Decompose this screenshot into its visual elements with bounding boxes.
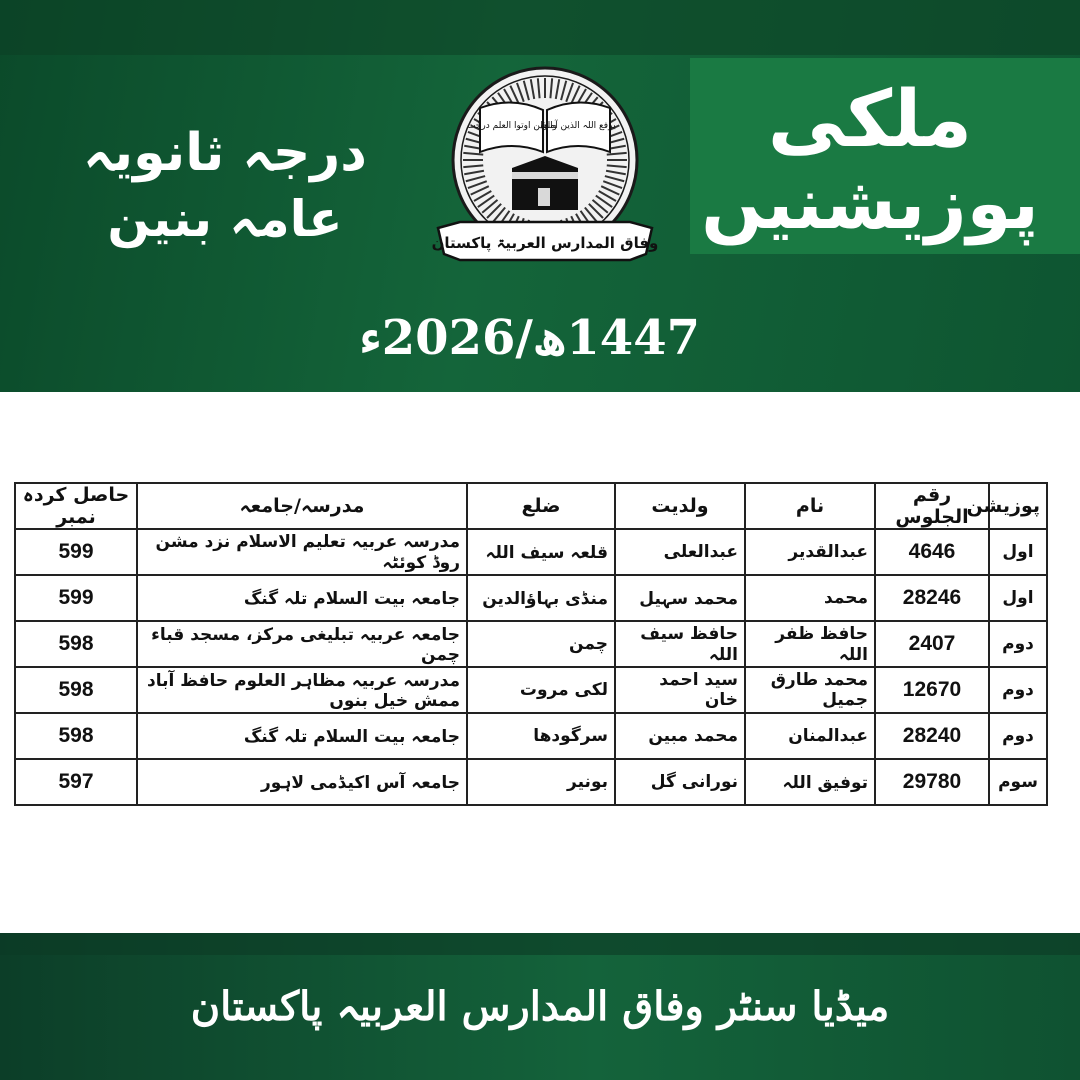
cell-father-name: محمد مبین [615,713,745,759]
header-marks: حاصل کردہ نمبر [15,483,137,529]
cell-father-name: سید احمد خان [615,667,745,713]
table-row [15,529,1047,575]
cell-district: قلعہ سیف اللہ [467,529,615,575]
header-madrasa: مدرسہ/جامعہ [137,483,467,529]
main-title-line2: پوزیشنیں [701,161,1039,245]
results-table-container [14,482,1046,806]
cell-roll-number: 2407 [875,621,989,667]
table-header-row [15,483,1047,529]
header-position: پوزیشن [989,483,1047,529]
footer-media-center-label: میڈیا سنٹر وفاق المدارس العربیہ پاکستان [190,983,890,1030]
cell-name: محمد [745,575,875,621]
cell-madrasa: جامعہ بیت السلام تلہ گنگ [137,575,467,621]
footer-banner [0,933,1080,1080]
table-row [15,621,1047,667]
level-title-line2: عامہ بنین [107,190,343,248]
cell-district: منڈی بہاؤالدین [467,575,615,621]
cell-district: سرگودھا [467,713,615,759]
cell-name: حافظ ظفر اللہ [745,621,875,667]
table-row [15,759,1047,805]
table-row [15,713,1047,759]
cell-roll-number: 29780 [875,759,989,805]
cell-marks: 597 [15,759,137,805]
header-banner [0,0,1080,392]
cell-roll-number: 28246 [875,575,989,621]
cell-name: محمد طارق جمیل [745,667,875,713]
cell-name: عبدالمنان [745,713,875,759]
cell-position: دوم [989,621,1047,667]
wifaq-logo-emblem [430,60,660,290]
cell-position: سوم [989,759,1047,805]
table-row [15,667,1047,713]
name-banner [432,222,659,260]
cell-district: بونیر [467,759,615,805]
header-father-name: ولدیت [615,483,745,529]
cell-madrasa: جامعہ عربیہ تبلیغی مرکز، مسجد قباء چمن [137,621,467,667]
book-text-right: یرفع اللہ الذین آمنوا [540,121,616,131]
main-title [690,75,1050,246]
cell-position: اول [989,529,1047,575]
cell-roll-number: 12670 [875,667,989,713]
cell-madrasa: مدرسہ عربیہ تعلیم الاسلام نزد مشن روڈ کوئٹہ [137,529,467,575]
banner-text: وفاق المدارس العربیۃ پاکستان [431,234,659,252]
open-book-icon [467,102,616,152]
cell-name: توفیق اللہ [745,759,875,805]
level-title [60,120,390,252]
cell-madrasa: جامعہ بیت السلام تلہ گنگ [137,713,467,759]
cell-district: لکی مروت [467,667,615,713]
results-table [14,482,1048,806]
cell-father-name: حافظ سیف اللہ [615,621,745,667]
cell-madrasa: جامعہ آس اکیڈمی لاہور [137,759,467,805]
cell-roll-number: 4646 [875,529,989,575]
header-district: ضلع [467,483,615,529]
cell-roll-number: 28240 [875,713,989,759]
cell-position: اول [989,575,1047,621]
cell-marks: 599 [15,575,137,621]
cell-district: چمن [467,621,615,667]
cell-father-name: عبدالعلی [615,529,745,575]
header-name: نام [745,483,875,529]
cell-position: دوم [989,667,1047,713]
header-roll-number: رقم الجلوس [875,483,989,529]
cell-father-name: محمد سہیل [615,575,745,621]
year-label: 1447ھ/2026ء [359,310,700,366]
main-title-line1: ملکی [767,75,973,165]
level-title-line1: درجہ ثانویہ [83,123,367,183]
cell-marks: 599 [15,529,137,575]
cell-marks: 598 [15,713,137,759]
book-text-left: والذین اوتوا العلم درجٰت [466,121,558,131]
cell-marks: 598 [15,621,137,667]
cell-position: دوم [989,713,1047,759]
cell-father-name: نورانی گل [615,759,745,805]
cell-name: عبدالقدیر [745,529,875,575]
table-row [15,575,1047,621]
cell-madrasa: مدرسہ عربیہ مظاہر العلوم حافظ آباد ممش خیل بنوں [137,667,467,713]
cell-marks: 598 [15,667,137,713]
